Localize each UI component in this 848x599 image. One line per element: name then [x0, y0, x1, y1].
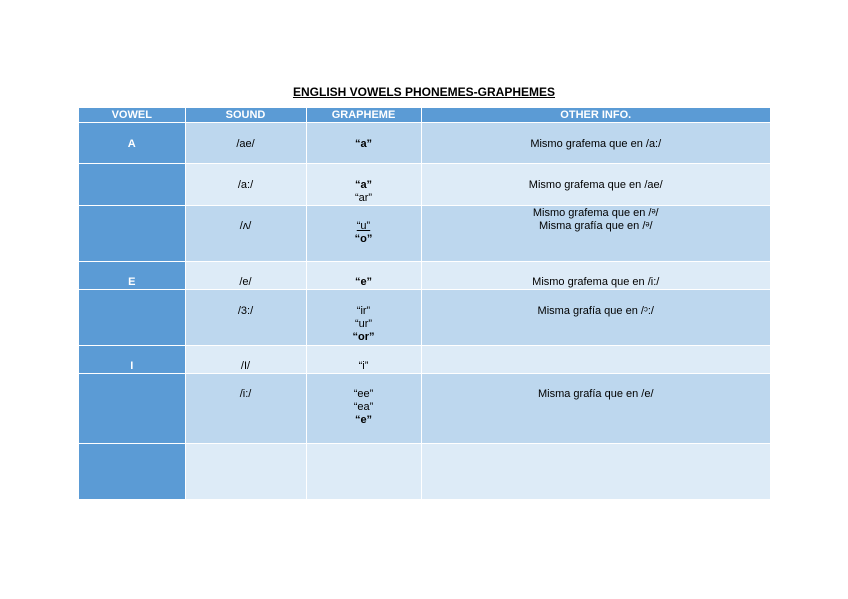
grapheme-value: “i” — [358, 360, 369, 372]
other-info-text: Misma grafía que en /ᵓ:/ — [537, 305, 654, 317]
sound-cell — [185, 444, 306, 499]
header-grapheme: GRAPHEME — [306, 108, 421, 123]
other-info-cell — [421, 346, 770, 374]
grapheme-cell — [306, 164, 421, 206]
table-row — [79, 164, 770, 206]
other-info-cell — [421, 164, 770, 206]
vowel-cell — [79, 164, 185, 206]
header-row — [79, 108, 770, 123]
sound-cell: /ʌ/ — [185, 206, 306, 262]
other-info-cell — [421, 444, 770, 499]
grapheme-cell — [306, 346, 421, 374]
other-info-text: Mismo grafema que en /ᵊ/ — [532, 207, 659, 219]
other-info-cell — [421, 374, 770, 444]
vowel-cell — [79, 444, 185, 499]
document-title: ENGLISH VOWELS PHONEMES-GRAPHEMES — [292, 85, 556, 99]
table-row — [79, 206, 770, 262]
table-row — [79, 374, 770, 444]
sound-cell: /a:/ — [185, 164, 306, 206]
other-info-text: Mismo grafema que en /i:/ — [532, 276, 660, 288]
vowel-cell — [79, 374, 185, 444]
grapheme-value: “ar” — [354, 192, 373, 204]
other-info-cell — [421, 290, 770, 346]
vowel-cell — [79, 290, 185, 346]
grapheme-value: “e” — [354, 414, 373, 426]
other-info-text: Misma grafía que en /ᵊ/ — [538, 220, 653, 232]
grapheme-cell — [306, 262, 421, 290]
grapheme-value: “or” — [352, 331, 375, 343]
vowel-cell — [79, 206, 185, 262]
other-info-cell — [421, 123, 770, 164]
vowel-cell: E — [79, 262, 185, 290]
grapheme-cell — [306, 374, 421, 444]
grapheme-value: “ea” — [353, 401, 374, 413]
other-info-text: Mismo grafema que en /ae/ — [528, 179, 663, 191]
sound-cell: /i:/ — [185, 374, 306, 444]
sound-cell: /e/ — [185, 262, 306, 290]
grapheme-value: “ur” — [354, 318, 373, 330]
grapheme-cell — [306, 123, 421, 164]
table-row — [79, 444, 770, 499]
table-row — [79, 123, 770, 164]
vowel-cell: A — [79, 123, 185, 164]
vowel-cell: I — [79, 346, 185, 374]
grapheme-cell — [306, 290, 421, 346]
grapheme-value: “a” — [354, 138, 373, 150]
grapheme-value: “e” — [354, 276, 373, 288]
sound-cell: /I/ — [185, 346, 306, 374]
other-info-cell — [421, 206, 770, 262]
other-info-cell — [421, 262, 770, 290]
header-other-info: OTHER INFO. — [421, 108, 770, 123]
grapheme-cell — [306, 444, 421, 499]
sound-cell: /3:/ — [185, 290, 306, 346]
table-row — [79, 290, 770, 346]
header-vowel: VOWEL — [79, 108, 185, 123]
grapheme-value: “a” — [354, 179, 373, 191]
grapheme-value: “ir” — [356, 305, 371, 317]
grapheme-cell — [306, 206, 421, 262]
table-row — [79, 346, 770, 374]
vowels-table — [79, 108, 770, 499]
grapheme-value: “u” — [356, 220, 371, 232]
other-info-text: Misma grafía que en /e/ — [537, 388, 654, 400]
grapheme-value: “o” — [354, 233, 373, 245]
other-info-text: Mismo grafema que en /a:/ — [530, 138, 662, 150]
table-row — [79, 262, 770, 290]
grapheme-value: “ee” — [353, 388, 374, 400]
header-sound: SOUND — [185, 108, 306, 123]
sound-cell: /ae/ — [185, 123, 306, 164]
